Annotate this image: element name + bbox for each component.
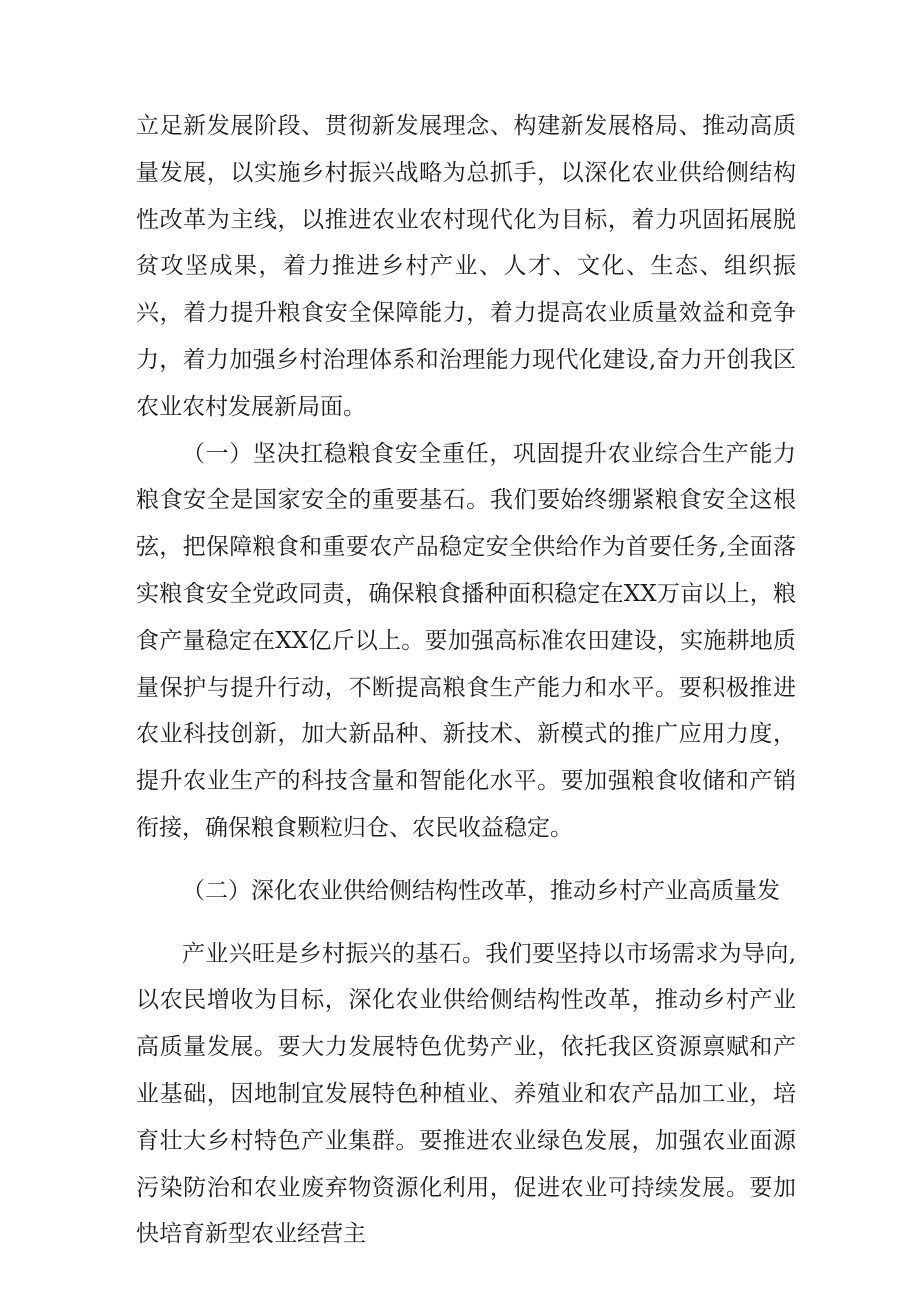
paragraph-section-1: （一）坚决扛稳粮食安全重任，巩固提升农业综合生产能力粮食安全是国家安全的重要基石。我们要始终绷紧粮食安全这根弦，把保障粮食和重要农产品稳定安全供给作为首要任务,全面落实粮食安全党政同责，确保粮食播种面积稳定在XX万亩以上，粮食产量稳定在XX亿斤以上。要加强高标准农田建设，实施耕地质量保护与提升行动，不断提高粮食生产能力和水平。要积极推进农业科技创新，加大新品种、新技术、新模式的推广应用力度，提升农业生产的科技含量和智能化水平。要加强粮食收储和产销衔接，确保粮食颗粒归仓、农民收益稳定。 <box>136 440 796 841</box>
paragraph-section-2: 产业兴旺是乡村振兴的基石。我们要坚持以市场需求为导向,以农民增收为目标，深化农业供给侧结构性改革，推动乡村产业高质量发展。要大力发展特色优势产业，依托我区资源禀赋和产业基础，因地制宜发展特色种植业、养殖业和农产品加工业，培育壮大乡村特色产业集群。要推进农业绿色发展，加强农业面源污染防治和农业废弃物资源化利用，促进农业可持续发展。要加快培育新型农业经营主 <box>136 940 796 1248</box>
document-body <box>136 103 796 1258</box>
section-2-heading: （二）深化农业供给侧结构性改革，推动乡村产业高质量发 <box>182 877 780 904</box>
paragraph-intro: 立足新发展阶段、贯彻新发展理念、构建新发展格局、推动高质量发展，以实施乡村振兴战略为总抓手，以深化农业供给侧结构性改革为主线，以推进农业农村现代化为目标，着力巩固拓展脱贫攻坚成果，着力推进乡村产业、人才、文化、生态、组织振兴，着力提升粮食安全保障能力，着力提高农业质量效益和竞争力，着力加强乡村治理体系和治理能力现代化建设,奋力开创我区农业农村发展新局面。 <box>136 113 796 420</box>
